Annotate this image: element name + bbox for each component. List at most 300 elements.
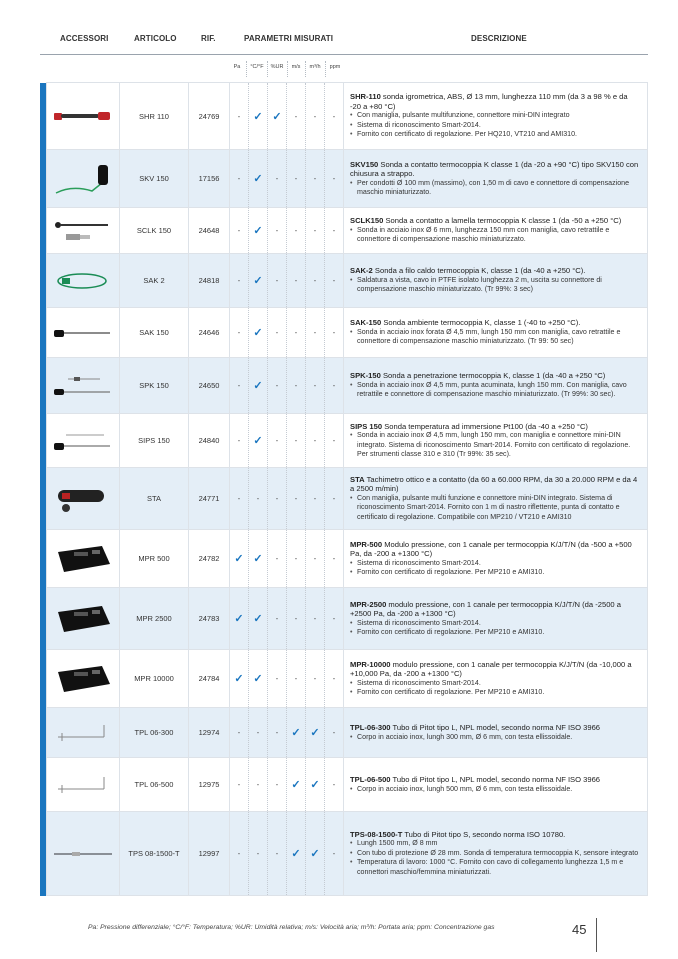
row-articolo: SHR 110 bbox=[120, 83, 189, 150]
check-mark: ✓ bbox=[310, 727, 320, 739]
dash-mark: - bbox=[332, 614, 336, 623]
param-dash bbox=[268, 650, 287, 708]
param-dash bbox=[325, 812, 344, 896]
table-row bbox=[40, 254, 648, 308]
check-icon bbox=[249, 208, 268, 254]
param-dash bbox=[306, 254, 325, 308]
description-title: sonda igrometrica, ABS, Ø 13 mm, lunghezza 110 mm (da 3 a 98 % e da -20 a +80 °C) bbox=[350, 92, 628, 111]
wire-probe-icon bbox=[47, 254, 120, 308]
dash-mark: - bbox=[332, 849, 336, 858]
description-bullet: • Saldatura a vista, cavo in PTFE isolato lunghezza 2 m, uscita su connettore di compensazione maschio miniaturizzato. (Tr 99%: 3 sec) bbox=[350, 276, 639, 295]
check-icon bbox=[249, 414, 268, 468]
param-dash bbox=[268, 414, 287, 468]
param-dash bbox=[325, 650, 344, 708]
param-label-pa: Pa bbox=[233, 64, 241, 70]
param-dash bbox=[287, 83, 306, 150]
param-dash bbox=[325, 150, 344, 208]
dash-mark: - bbox=[237, 276, 241, 285]
dash-mark: - bbox=[332, 226, 336, 235]
row-rif: 12997 bbox=[189, 812, 230, 896]
description-code: SAK-2 bbox=[350, 266, 373, 276]
header-rif: RIF. bbox=[201, 34, 216, 43]
param-dash bbox=[268, 812, 287, 896]
dash-mark: - bbox=[237, 436, 241, 445]
pitot-tube-icon bbox=[47, 708, 120, 758]
row-rif: 24784 bbox=[189, 650, 230, 708]
dash-mark: - bbox=[275, 554, 279, 563]
param-dash bbox=[230, 254, 249, 308]
check-mark: ✓ bbox=[310, 779, 320, 791]
description-title: modulo pressione, con 1 canale per termocoppia K/J/T/N (da -2500 a +2500 Pa, da -200 a +1300 °C) bbox=[350, 599, 621, 619]
param-dash bbox=[230, 358, 249, 414]
param-dash bbox=[306, 414, 325, 468]
param-dash bbox=[287, 358, 306, 414]
row-rif: 24771 bbox=[189, 468, 230, 530]
description-title: Tachimetro ottico e a contatto (da 60 a 60.000 RPM, da 30 a 20.000 RPM e da 4 a 2500 m/min) bbox=[350, 474, 638, 494]
check-icon bbox=[249, 254, 268, 308]
param-label-ur: %UR bbox=[270, 64, 284, 70]
description-bullet: • Lungh 1500 mm, Ø 8 mm bbox=[350, 839, 639, 848]
check-icon bbox=[249, 358, 268, 414]
header-articolo: ARTICOLO bbox=[134, 34, 177, 43]
description-bullet: • Temperatura di lavoro: 1000 °C. Fornito con cavo di collegamento lunghezza 1,5 m e connettori maschio/femmina miniaturizzati. bbox=[350, 858, 639, 877]
check-mark: ✓ bbox=[234, 553, 244, 565]
description-bullet: • Sonda in acciaio inox Ø 4,5 mm, punta acuminata, lungh 150 mm. Con maniglia, cavo retrattile e connettore di compensazione maschio miniaturizzato. (Tr 99%: 30 sec). bbox=[350, 381, 639, 400]
dash-mark: - bbox=[313, 226, 317, 235]
dash-mark: - bbox=[332, 174, 336, 183]
dash-mark: - bbox=[237, 381, 241, 390]
param-dash bbox=[230, 208, 249, 254]
param-dash bbox=[268, 588, 287, 650]
row-rif: 12974 bbox=[189, 708, 230, 758]
check-mark: ✓ bbox=[253, 613, 263, 625]
check-mark: ✓ bbox=[253, 553, 263, 565]
param-dash bbox=[306, 150, 325, 208]
dash-mark: - bbox=[313, 674, 317, 683]
description-title: Modulo pressione, con 1 canale per termocoppia K/J/T/N (da -500 a +500 Pa, da -200 a +1300 °C) bbox=[350, 539, 632, 559]
param-dash bbox=[287, 650, 306, 708]
row-description bbox=[344, 358, 648, 414]
dash-mark: - bbox=[237, 111, 241, 121]
param-dash bbox=[306, 308, 325, 358]
param-dash bbox=[268, 530, 287, 588]
check-mark: ✓ bbox=[253, 435, 263, 447]
check-icon bbox=[287, 812, 306, 896]
penetration-probe-icon bbox=[47, 358, 120, 414]
param-dash bbox=[268, 358, 287, 414]
param-dash bbox=[268, 150, 287, 208]
dash-mark: - bbox=[294, 328, 298, 337]
param-dash bbox=[287, 588, 306, 650]
description-title: Sonda a filo caldo termocoppia K, classe 1 (da -40 a +250 °C). bbox=[372, 266, 586, 276]
check-icon bbox=[230, 650, 249, 708]
row-articolo: STA bbox=[120, 468, 189, 530]
description-title: Sonda a contatto a lamella termocoppia K classe 1 (da -50 a +250 °C) bbox=[383, 216, 622, 226]
humidity-probe-icon bbox=[47, 83, 120, 150]
pitot-tube-icon bbox=[47, 758, 120, 812]
description-bullet: • Fornito con certificato di regolazione. Per MP210 e AMI310. bbox=[350, 568, 639, 577]
dash-mark: - bbox=[275, 674, 279, 683]
param-dash bbox=[230, 83, 249, 150]
check-icon bbox=[306, 708, 325, 758]
row-rif: 24648 bbox=[189, 208, 230, 254]
description-bullet: • Fornito con certificato di regolazione. Per MP210 e AMI310. bbox=[350, 688, 639, 697]
description-code: SAK-150 bbox=[350, 318, 382, 328]
strap-probe-icon bbox=[47, 150, 120, 208]
page-divider bbox=[596, 918, 597, 952]
param-dash bbox=[268, 308, 287, 358]
param-dash bbox=[325, 414, 344, 468]
param-dash bbox=[325, 588, 344, 650]
check-icon bbox=[230, 530, 249, 588]
table-row bbox=[40, 308, 648, 358]
dash-mark: - bbox=[332, 276, 336, 285]
param-dash bbox=[325, 758, 344, 812]
check-mark: ✓ bbox=[291, 779, 301, 791]
description-code: MPR-2500 bbox=[350, 599, 387, 609]
dash-mark: - bbox=[313, 328, 317, 337]
description-title: Sonda temperatura ad immersione Pt100 (da -40 a +250 °C) bbox=[382, 421, 588, 431]
row-articolo: SAK 150 bbox=[120, 308, 189, 358]
tachometer-icon bbox=[47, 468, 120, 530]
description-code: TPL-06-300 bbox=[350, 723, 391, 733]
dash-mark: - bbox=[294, 614, 298, 623]
dash-mark: - bbox=[332, 780, 336, 789]
check-icon bbox=[249, 650, 268, 708]
param-dash bbox=[249, 812, 268, 896]
check-icon bbox=[249, 308, 268, 358]
description-title: Sonda a contatto termocoppia K classe 1 (da -20 a +90 °C) tipo SKV150 con chiusura a strappo. bbox=[350, 159, 639, 179]
dash-mark: - bbox=[275, 328, 279, 337]
param-dash bbox=[306, 208, 325, 254]
dash-mark: - bbox=[313, 276, 317, 285]
row-description bbox=[344, 468, 648, 530]
dash-mark: - bbox=[275, 728, 279, 737]
check-icon bbox=[249, 83, 268, 150]
dash-mark: - bbox=[237, 328, 241, 337]
dash-mark: - bbox=[237, 226, 241, 235]
dash-mark: - bbox=[237, 494, 241, 503]
description-title: Sonda ambiente termocoppia K, classe 1 (-40 to +250 °C). bbox=[381, 318, 581, 328]
dash-mark: - bbox=[294, 276, 298, 285]
check-icon bbox=[306, 758, 325, 812]
dash-mark: - bbox=[332, 328, 336, 337]
table-row bbox=[40, 812, 648, 896]
dash-mark: - bbox=[332, 111, 336, 121]
dash-mark: - bbox=[294, 226, 298, 235]
row-description bbox=[344, 812, 648, 896]
table-row bbox=[40, 414, 648, 468]
param-dash bbox=[287, 468, 306, 530]
dash-mark: - bbox=[332, 554, 336, 563]
check-mark: ✓ bbox=[253, 225, 263, 237]
param-dash bbox=[306, 588, 325, 650]
dash-mark: - bbox=[332, 381, 336, 390]
row-description bbox=[344, 208, 648, 254]
description-code: SIPS 150 bbox=[350, 421, 383, 431]
header-parametri: PARAMETRI MISURATI bbox=[244, 34, 334, 43]
check-mark: ✓ bbox=[253, 110, 263, 123]
param-dash bbox=[268, 254, 287, 308]
description-code: SCLK150 bbox=[350, 216, 384, 226]
row-articolo: MPR 500 bbox=[120, 530, 189, 588]
row-description bbox=[344, 650, 648, 708]
dash-mark: - bbox=[275, 614, 279, 623]
row-rif: 24818 bbox=[189, 254, 230, 308]
row-rif: 24782 bbox=[189, 530, 230, 588]
dash-mark: - bbox=[275, 276, 279, 285]
description-bullet: • Sonda in acciaio inox forata Ø 4,5 mm, lungh 150 mm con maniglia, cavo retrattile e connettore di compensazione maschio miniaturizzato. (Tr 99: 50 sec) bbox=[350, 328, 639, 347]
dash-mark: - bbox=[294, 381, 298, 390]
description-bullet: • Con maniglia, pulsante multi funzione e connettore mini-DIN integrato. Sistema di riconoscimento Smart-2014. Fornito con 1 m di nastro riflettente, punta di contatto e certificato di regolazione. Compatibile con MP210 / VT210 e AMI310 bbox=[350, 494, 639, 522]
row-rif: 24650 bbox=[189, 358, 230, 414]
row-description bbox=[344, 708, 648, 758]
row-description bbox=[344, 414, 648, 468]
description-bullet: • Sonda in acciaio inox Ø 4,5 mm, lungh 150 mm, con maniglia e connettore mini-DIN integrato. Sistema di riconoscimento Smart-2014. Fornito con certificato di regolazione. Per strumenti classe 310 e 310 (Tr 99%: 35 sec). bbox=[350, 431, 639, 459]
param-dash bbox=[287, 530, 306, 588]
row-rif: 24840 bbox=[189, 414, 230, 468]
description-bullet: • Con tubo di protezione Ø 28 mm. Sonda di temperatura termocoppia K, sensore integrato bbox=[350, 849, 639, 858]
description-bullet: • Sonda in acciaio inox Ø 6 mm, lunghezza 150 mm con maniglia, cavo retrattile e connettore di compensazione maschio miniaturizzato. bbox=[350, 226, 639, 245]
description-bullet: • Sistema di riconoscimento Smart-2014. bbox=[350, 121, 639, 130]
dash-mark: - bbox=[237, 728, 241, 737]
param-dash bbox=[306, 650, 325, 708]
param-label-temp: °C/°F bbox=[250, 64, 264, 70]
check-mark: ✓ bbox=[253, 275, 263, 287]
row-rif: 24646 bbox=[189, 308, 230, 358]
description-title: modulo pressione, con 1 canale per termocoppia K/J/T/N (da -10,000 a +10,000 Pa, da -200 a +1300 °C) bbox=[350, 659, 632, 679]
table-row bbox=[40, 468, 648, 530]
row-articolo: SPK 150 bbox=[120, 358, 189, 414]
row-articolo: TPL 06-300 bbox=[120, 708, 189, 758]
param-label-ppm: ppm bbox=[329, 64, 341, 70]
row-rif: 24783 bbox=[189, 588, 230, 650]
row-description bbox=[344, 758, 648, 812]
param-dash bbox=[325, 358, 344, 414]
dash-mark: - bbox=[313, 174, 317, 183]
table-row bbox=[40, 588, 648, 650]
table-row bbox=[40, 208, 648, 254]
dash-mark: - bbox=[256, 780, 260, 789]
table-row bbox=[40, 150, 648, 208]
param-label-m3h: m³/h bbox=[309, 64, 321, 70]
pitot-tube-s-icon bbox=[47, 812, 120, 896]
dash-mark: - bbox=[275, 849, 279, 858]
row-rif: 12975 bbox=[189, 758, 230, 812]
ambient-probe-icon bbox=[47, 308, 120, 358]
dash-mark: - bbox=[294, 554, 298, 563]
dash-mark: - bbox=[332, 436, 336, 445]
row-articolo: MPR 10000 bbox=[120, 650, 189, 708]
row-description bbox=[344, 254, 648, 308]
description-title: Tubo di Pitot tipo L, NPL model, secondo norma NF ISO 3966 bbox=[390, 723, 601, 733]
row-articolo: TPS 08-1500-T bbox=[120, 812, 189, 896]
dash-mark: - bbox=[332, 494, 336, 503]
param-dash bbox=[287, 254, 306, 308]
param-dash bbox=[306, 468, 325, 530]
dash-mark: - bbox=[275, 226, 279, 235]
check-mark: ✓ bbox=[253, 327, 263, 339]
param-dash bbox=[325, 208, 344, 254]
pressure-module-icon bbox=[47, 530, 120, 588]
row-rif: 17156 bbox=[189, 150, 230, 208]
row-rif: 24769 bbox=[189, 83, 230, 150]
description-bullet: • Per condotti Ø 100 mm (massimo), con 1,50 m di cavo e connettore di compensazione maschio miniaturizzato. bbox=[350, 179, 639, 198]
immersion-probe-icon bbox=[47, 414, 120, 468]
check-mark: ✓ bbox=[253, 380, 263, 392]
blade-probe-icon bbox=[47, 208, 120, 254]
dash-mark: - bbox=[313, 614, 317, 623]
description-title: Tubo di Pitot tipo S, secondo norma ISO 10780. bbox=[402, 829, 566, 839]
description-code: MPR-10000 bbox=[350, 659, 391, 669]
dash-mark: - bbox=[237, 174, 241, 183]
param-dash bbox=[230, 468, 249, 530]
dash-mark: - bbox=[275, 381, 279, 390]
check-icon bbox=[249, 530, 268, 588]
dash-mark: - bbox=[237, 780, 241, 789]
param-dash bbox=[325, 254, 344, 308]
description-code: MPR-500 bbox=[350, 539, 383, 549]
dash-mark: - bbox=[294, 111, 298, 121]
row-description bbox=[344, 83, 648, 150]
param-dash bbox=[230, 414, 249, 468]
check-icon bbox=[249, 588, 268, 650]
check-mark: ✓ bbox=[253, 673, 263, 685]
param-dash bbox=[230, 708, 249, 758]
table-row bbox=[40, 650, 648, 708]
param-label-ms: m/s bbox=[291, 64, 301, 70]
param-dash bbox=[230, 758, 249, 812]
row-articolo: SAK 2 bbox=[120, 254, 189, 308]
param-dash bbox=[230, 812, 249, 896]
dash-mark: - bbox=[332, 728, 336, 737]
param-dash bbox=[249, 468, 268, 530]
table-row bbox=[40, 708, 648, 758]
page-number: 45 bbox=[572, 922, 587, 937]
check-mark: ✓ bbox=[272, 110, 282, 123]
param-subheader bbox=[228, 58, 346, 78]
table-row bbox=[40, 358, 648, 414]
table-row bbox=[40, 758, 648, 812]
param-dash bbox=[325, 708, 344, 758]
dash-mark: - bbox=[256, 494, 260, 503]
description-bullet: • Corpo in acciaio inox, lungh 300 mm, Ø 6 mm, con testa ellissoidale. bbox=[350, 733, 639, 742]
header-descrizione: DESCRIZIONE bbox=[471, 34, 527, 43]
pressure-module-icon bbox=[47, 650, 120, 708]
check-icon bbox=[287, 758, 306, 812]
table-row bbox=[40, 530, 648, 588]
table-row bbox=[40, 83, 648, 150]
description-bullet: • Fornito con certificato di regolazione. Per MP210 e AMI310. bbox=[350, 628, 639, 637]
description-bullet: • Sistema di riconoscimento Smart-2014. bbox=[350, 679, 639, 688]
description-code: SPK-150 bbox=[350, 371, 381, 381]
check-icon bbox=[306, 812, 325, 896]
check-mark: ✓ bbox=[291, 848, 301, 860]
row-description bbox=[344, 530, 648, 588]
description-bullet: • Corpo in acciaio inox, lungh 500 mm, Ø 6 mm, con testa ellissoidale. bbox=[350, 785, 639, 794]
description-code: SHR-110 bbox=[350, 92, 381, 102]
description-bullet: • Sistema di riconoscimento Smart-2014. bbox=[350, 619, 639, 628]
dash-mark: - bbox=[275, 780, 279, 789]
header-accessori: ACCESSORI bbox=[60, 34, 109, 43]
param-dash bbox=[268, 758, 287, 812]
param-dash bbox=[287, 208, 306, 254]
check-mark: ✓ bbox=[253, 173, 263, 185]
check-mark: ✓ bbox=[291, 727, 301, 739]
dash-mark: - bbox=[313, 494, 317, 503]
dash-mark: - bbox=[313, 111, 317, 121]
param-dash bbox=[268, 208, 287, 254]
footer-legend: Pa: Pressione differenziale; °C/°F: Temperatura; %UR: Umidità relativa; m/s: Velocità aria; m³/h: Portata aria; ppm: Concentrazione gas bbox=[88, 924, 495, 931]
param-dash bbox=[325, 530, 344, 588]
row-description bbox=[344, 308, 648, 358]
accessories-table bbox=[40, 82, 648, 896]
row-articolo: TPL 06-500 bbox=[120, 758, 189, 812]
param-dash bbox=[268, 468, 287, 530]
param-dash bbox=[230, 308, 249, 358]
description-code: SKV150 bbox=[350, 159, 379, 169]
dash-mark: - bbox=[237, 849, 241, 858]
param-dash bbox=[306, 358, 325, 414]
row-articolo: SCLK 150 bbox=[120, 208, 189, 254]
param-dash bbox=[268, 708, 287, 758]
dash-mark: - bbox=[332, 674, 336, 683]
dash-mark: - bbox=[294, 174, 298, 183]
param-dash bbox=[325, 468, 344, 530]
table-header bbox=[40, 26, 648, 55]
description-title: Tubo di Pitot tipo L, NPL model, secondo norma NF ISO 3966 bbox=[390, 775, 601, 785]
param-dash bbox=[249, 708, 268, 758]
dash-mark: - bbox=[294, 436, 298, 445]
row-description bbox=[344, 150, 648, 208]
pressure-module-icon bbox=[47, 588, 120, 650]
description-title: Sonda a penetrazione termocoppia K, classe 1 (da -40 a +250 °C) bbox=[380, 371, 606, 381]
dash-mark: - bbox=[256, 728, 260, 737]
param-dash bbox=[287, 414, 306, 468]
description-code: TPS-08-1500-T bbox=[350, 829, 403, 839]
param-dash bbox=[287, 150, 306, 208]
dash-mark: - bbox=[294, 674, 298, 683]
check-icon bbox=[268, 83, 287, 150]
description-bullet: • Sistema di riconoscimento Smart-2014. bbox=[350, 559, 639, 568]
row-articolo: SIPS 150 bbox=[120, 414, 189, 468]
check-mark: ✓ bbox=[310, 848, 320, 860]
dash-mark: - bbox=[275, 174, 279, 183]
dash-mark: - bbox=[275, 436, 279, 445]
row-description bbox=[344, 588, 648, 650]
param-dash bbox=[287, 308, 306, 358]
row-articolo: MPR 2500 bbox=[120, 588, 189, 650]
param-dash bbox=[306, 530, 325, 588]
param-dash bbox=[325, 83, 344, 150]
description-code: TPL-06-500 bbox=[350, 775, 391, 785]
dash-mark: - bbox=[313, 436, 317, 445]
dash-mark: - bbox=[275, 494, 279, 503]
check-icon bbox=[287, 708, 306, 758]
description-code: STA bbox=[350, 474, 365, 484]
param-dash bbox=[249, 758, 268, 812]
param-dash bbox=[230, 150, 249, 208]
dash-mark: - bbox=[294, 494, 298, 503]
description-bullet: • Con maniglia, pulsante multifunzione, connettore mini-DIN integrato bbox=[350, 111, 639, 120]
dash-mark: - bbox=[313, 554, 317, 563]
param-dash bbox=[325, 308, 344, 358]
dash-mark: - bbox=[313, 381, 317, 390]
dash-mark: - bbox=[256, 849, 260, 858]
param-dash bbox=[306, 83, 325, 150]
check-icon bbox=[230, 588, 249, 650]
check-icon bbox=[249, 150, 268, 208]
